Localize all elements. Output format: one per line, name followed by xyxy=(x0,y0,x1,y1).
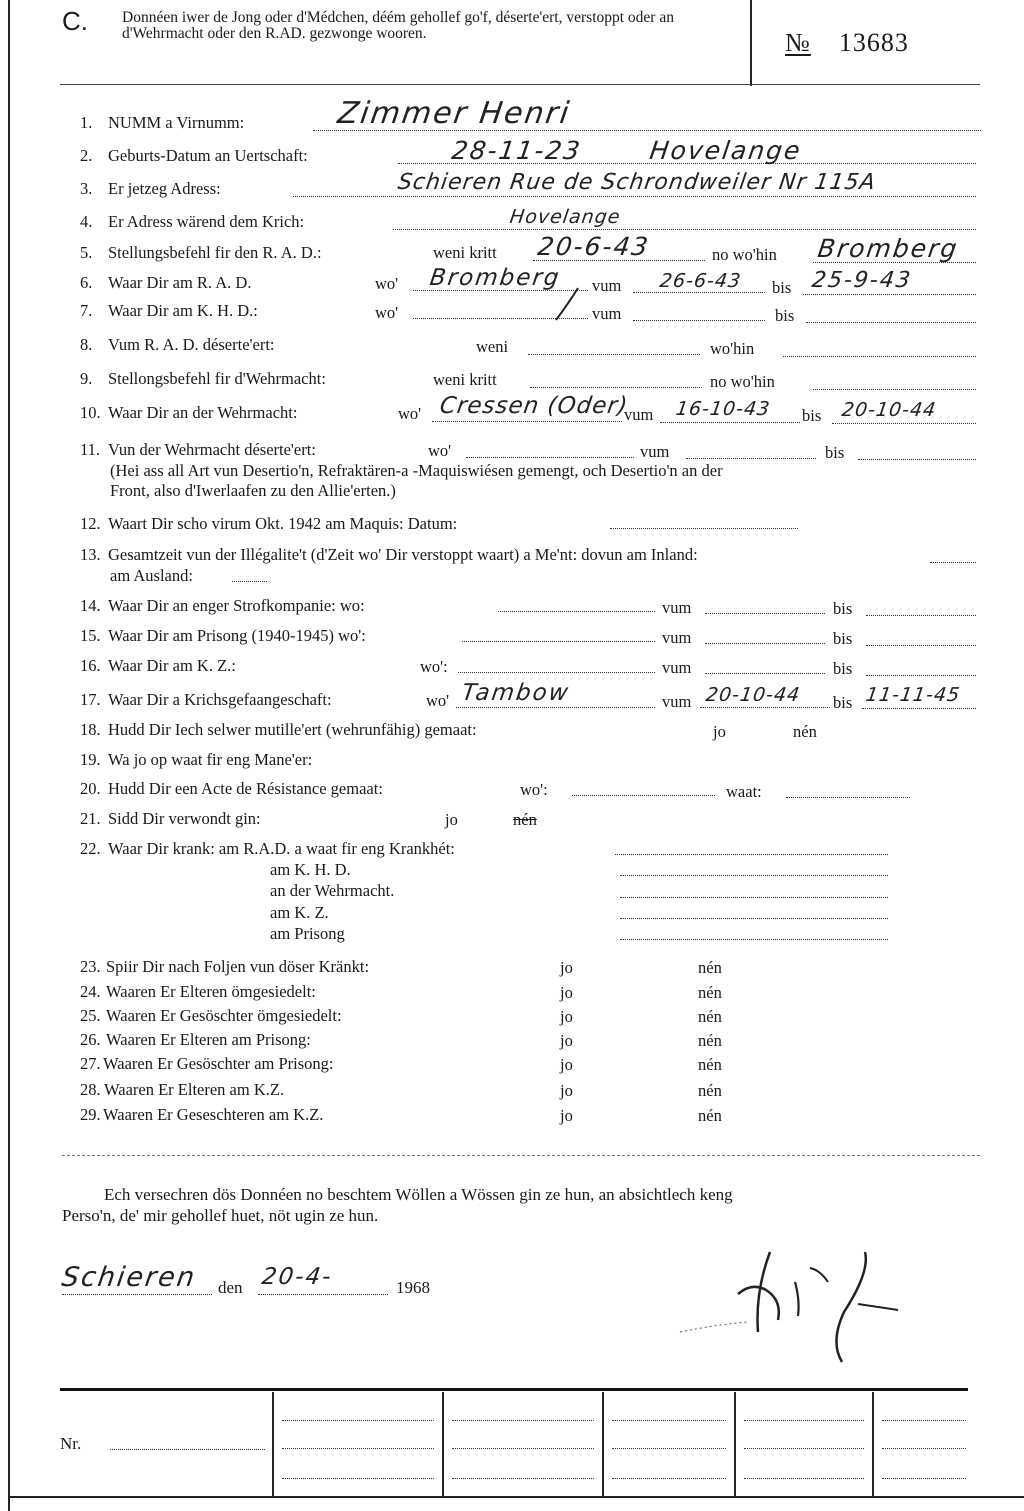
line-17-field-c xyxy=(862,708,976,709)
line-11-note-1: (Hei ass all Art vun Desertio'n, Refraktären-a -Maquiswiésen gemengt, och Desertio'n an der xyxy=(110,461,723,480)
line-4-label: Er Adress wärend dem Krich: xyxy=(108,212,305,231)
declaration-line-2: Perso'n, de' mir gehollef huet, nöt ugin ze hun. xyxy=(62,1206,379,1225)
line-21-num: 21. xyxy=(80,809,101,828)
line-15-field-c xyxy=(866,645,976,646)
line-22-field-1 xyxy=(620,875,888,876)
table-col-3-line-1 xyxy=(452,1420,594,1421)
hw-rad-order-place: Bromberg xyxy=(815,234,961,263)
line-17-label: Waar Dir a Krichsgefaangeschaft: xyxy=(108,690,332,709)
line-22-sub-3: am K. Z. xyxy=(270,903,329,922)
table-col-3-line-3 xyxy=(452,1478,594,1479)
line-18-b: nén xyxy=(793,722,817,741)
line-8-field-a xyxy=(528,354,700,355)
form-number-value: 13683 xyxy=(838,28,909,57)
page-border-bottom xyxy=(8,1496,1024,1498)
line-11-field-c xyxy=(858,459,976,460)
header-divider xyxy=(750,0,752,86)
line-17-b: vum xyxy=(662,692,692,711)
line-7-label: Waar Dir am K. H. D.: xyxy=(108,301,258,320)
line-1-num: 1. xyxy=(80,113,93,132)
line-5-a: weni kritt xyxy=(433,243,497,262)
line-3-num: 3. xyxy=(80,179,93,198)
line-5-num: 5. xyxy=(80,243,93,262)
line-17-field-a xyxy=(456,707,655,708)
line-28-label: Waaren Er Elteren am K.Z. xyxy=(104,1080,285,1099)
line-6-a: wo' xyxy=(375,274,399,293)
table-col-4-line-3 xyxy=(612,1478,726,1479)
line-24-num: 24. xyxy=(80,982,101,1001)
hw-birth-date: 28-11-23 xyxy=(449,136,584,165)
line-17-c: bis xyxy=(833,693,853,712)
line-9-num: 9. xyxy=(80,369,93,388)
line-9-a: weni kritt xyxy=(433,370,497,389)
table-col-5-line-2 xyxy=(744,1448,864,1449)
line-16-field-c xyxy=(866,675,976,676)
line-24-label: Waaren Er Elteren ömgesiedelt: xyxy=(106,982,316,1001)
line-29-num: 29. xyxy=(80,1105,101,1124)
hw-name: Zimmer Henri xyxy=(335,96,573,131)
line-19-label: Wa jo op waat fir eng Mane'er: xyxy=(108,750,313,769)
line-16-field-a xyxy=(458,672,655,673)
line-29-label: Waaren Er Geseschteren am K.Z. xyxy=(103,1105,324,1124)
line-20-a: wo': xyxy=(520,780,548,799)
line-13-sub: am Ausland: xyxy=(110,566,193,585)
line-22-field-4 xyxy=(620,939,888,940)
line-28-num: 28. xyxy=(80,1080,101,1099)
line-10-a: wo' xyxy=(398,404,422,423)
line-27-b: nén xyxy=(698,1055,722,1074)
line-22-field-0 xyxy=(615,854,888,855)
section-rule xyxy=(62,1155,980,1156)
table-col-4-line-1 xyxy=(612,1420,726,1421)
table-divider-3 xyxy=(602,1392,604,1496)
hw-pow-where: Tambow xyxy=(460,680,572,706)
line-6-field-b xyxy=(633,292,765,293)
line-22-label: Waar Dir krank: am R.A.D. a waat fir eng Krankhét: xyxy=(108,839,455,858)
line-23-label: Spiir Dir nach Foljen vun döser Kränkt: xyxy=(106,957,370,976)
line-26-label: Waaren Er Elteren am Prisong: xyxy=(106,1030,311,1049)
line-27-num: 27. xyxy=(80,1054,101,1073)
hw-wm-to: 20-10-44 xyxy=(840,399,938,421)
line-10-field-b xyxy=(660,422,800,423)
line-20-num: 20. xyxy=(80,779,101,798)
line-10-c: bis xyxy=(802,406,822,425)
line-14-field-a xyxy=(498,611,655,612)
line-7-field-b xyxy=(633,320,765,321)
form-number xyxy=(785,28,909,58)
line-15-b: vum xyxy=(662,628,692,647)
line-22-field-2 xyxy=(620,897,888,898)
line-7-num: 7. xyxy=(80,301,93,320)
hw-wm-from: 16-10-43 xyxy=(674,398,772,420)
line-23-num: 23. xyxy=(80,957,101,976)
line-25-label: Waaren Er Gesöschter ömgesiedelt: xyxy=(106,1006,342,1025)
table-col-2-line-3 xyxy=(282,1478,434,1479)
line-7-c: bis xyxy=(775,306,795,325)
hw-rad-from: 26-6-43 xyxy=(658,270,743,292)
hw-rad-where: Bromberg xyxy=(428,265,563,291)
line-8-num: 8. xyxy=(80,335,93,354)
line-15-field-a xyxy=(462,641,655,642)
date-field xyxy=(258,1294,388,1295)
line-15-label: Waar Dir am Prisong (1940-1945) wo': xyxy=(108,626,366,645)
line-11-note-2: Front, also d'Iwerlaafen zu den Allie'erten.) xyxy=(110,481,396,500)
table-col-3-line-2 xyxy=(452,1448,594,1449)
line-22-sub-1: am K. H. D. xyxy=(270,860,351,879)
line-28-a: jo xyxy=(560,1081,573,1100)
line-20-b: waat: xyxy=(726,782,762,801)
line-8-a: weni xyxy=(476,337,509,356)
line-14-label: Waar Dir an enger Strofkompanie: wo: xyxy=(108,596,365,615)
line-11-field-a xyxy=(466,457,634,458)
line-16-c: bis xyxy=(833,659,853,678)
line-24-a: jo xyxy=(560,983,573,1002)
nr-field xyxy=(110,1449,265,1450)
line-15-field-b xyxy=(705,643,825,644)
line-11-c: bis xyxy=(825,443,845,462)
line-4-field xyxy=(393,229,976,230)
table-col-6-line-2 xyxy=(882,1448,966,1449)
line-14-num: 14. xyxy=(80,596,101,615)
line-20-field-a xyxy=(572,795,715,796)
signature xyxy=(660,1212,920,1372)
line-15-num: 15. xyxy=(80,626,101,645)
line-16-num: 16. xyxy=(80,656,101,675)
line-13-label: Gesamtzeit vun der Illégalite't (d'Zeit wo' Dir verstoppt waart) a Me'nt: dovun am Inland: xyxy=(108,545,698,564)
line-14-field-c xyxy=(866,615,976,616)
line-11-field-b xyxy=(686,458,816,459)
line-3-field xyxy=(293,196,976,197)
nr-label: Nr. xyxy=(60,1434,82,1453)
line-22-sub-2: an der Wehrmacht. xyxy=(270,881,395,900)
line-6-field-c xyxy=(803,294,976,295)
line-26-a: jo xyxy=(560,1031,573,1050)
line-2-num: 2. xyxy=(80,146,93,165)
line-10-field-a xyxy=(432,421,622,422)
line-25-num: 25. xyxy=(80,1006,101,1025)
header-rule xyxy=(60,84,980,85)
line-7-pen-stroke xyxy=(548,284,588,324)
line-17-num: 17. xyxy=(80,690,101,709)
line-11-label: Vun der Wehrmacht déserte'ert: xyxy=(108,440,316,459)
line-28-b: nén xyxy=(698,1081,722,1100)
line-3-label: Er jetzeg Adress: xyxy=(108,179,221,198)
hw-rad-to: 25-9-43 xyxy=(810,268,914,293)
hw-wm-where: Cressen (Oder) xyxy=(438,393,630,419)
page-border-left xyxy=(8,0,10,1511)
table-col-2-line-2 xyxy=(282,1448,434,1449)
table-col-4-line-2 xyxy=(612,1448,726,1449)
hw-pow-from: 20-10-44 xyxy=(704,684,802,706)
line-6-b: vum xyxy=(592,276,622,295)
line-13-num: 13. xyxy=(80,545,101,564)
hw-birth-place: Hovelange xyxy=(647,136,804,165)
line-10-b: vum xyxy=(624,405,654,424)
table-col-6-line-3 xyxy=(882,1478,966,1479)
year-label: 1968 xyxy=(396,1278,430,1297)
line-11-a: wo' xyxy=(428,441,452,460)
line-4-num: 4. xyxy=(80,212,93,231)
line-21-a: jo xyxy=(445,810,458,829)
hw-rad-order-date: 20-6-43 xyxy=(535,232,652,261)
bottom-table xyxy=(60,1388,968,1491)
line-23-a: jo xyxy=(560,958,573,977)
line-29-b: nén xyxy=(698,1106,722,1125)
line-22-sub-4: am Prisong xyxy=(270,924,345,943)
line-18-a: jo xyxy=(713,722,726,741)
line-13-field-inland xyxy=(930,562,976,563)
table-divider-4 xyxy=(734,1392,736,1496)
line-22-num: 22. xyxy=(80,839,101,858)
line-9-b: no wo'hin xyxy=(710,372,775,391)
line-22-field-3 xyxy=(620,918,888,919)
line-19-num: 19. xyxy=(80,750,101,769)
line-27-label: Waaren Er Gesöschter am Prisong: xyxy=(103,1054,334,1073)
line-2-label: Geburts-Datum an Uertschaft: xyxy=(108,146,308,165)
line-12-label: Waart Dir scho virum Okt. 1942 am Maquis: Datum: xyxy=(108,514,458,533)
line-10-label: Waar Dir an der Wehrmacht: xyxy=(108,403,298,422)
line-18-label: Hudd Dir Iech selwer mutille'ert (wehrunfähig) gemaat: xyxy=(108,720,477,739)
line-7-field-c xyxy=(806,322,976,323)
line-11-b: vum xyxy=(640,442,670,461)
line-26-b: nén xyxy=(698,1031,722,1050)
line-6-c: bis xyxy=(772,278,792,297)
line-10-field-c xyxy=(832,423,976,424)
line-20-field-b xyxy=(786,797,910,798)
line-16-a: wo': xyxy=(420,657,448,676)
line-27-a: jo xyxy=(560,1055,573,1074)
line-9-field-a xyxy=(530,387,702,388)
line-6-num: 6. xyxy=(80,273,93,292)
line-6-label: Waar Dir am R. A. D. xyxy=(108,273,252,292)
line-26-num: 26. xyxy=(80,1030,101,1049)
number-symbol: № xyxy=(785,28,811,57)
line-15-c: bis xyxy=(833,629,853,648)
place-field xyxy=(62,1294,212,1295)
line-18-num: 18. xyxy=(80,720,101,739)
line-25-a: jo xyxy=(560,1007,573,1026)
line-5-label: Stellungsbefehl fir den R. A. D.: xyxy=(108,243,322,262)
header-letter: C. xyxy=(62,6,88,36)
line-12-field xyxy=(610,528,798,529)
header-text: Donnéen iwer de Jong oder d'Médchen, déém gehollef go'f, déserte'ert, verstoppt oder an d'Wehrmacht oder den R.AD. gezwonge wooren. xyxy=(122,9,674,42)
line-8-b: wo'hin xyxy=(710,339,755,358)
table-col-5-line-1 xyxy=(744,1420,864,1421)
table-divider-2 xyxy=(442,1392,444,1496)
line-29-a: jo xyxy=(560,1106,573,1125)
line-7-a: wo' xyxy=(375,303,399,322)
line-24-b: nén xyxy=(698,983,722,1002)
hw-pow-to: 11-11-45 xyxy=(864,684,962,706)
line-11-num: 11. xyxy=(80,440,101,459)
line-16-label: Waar Dir am K. Z.: xyxy=(108,656,236,675)
line-21-label: Sidd Dir verwondt gin: xyxy=(108,809,261,828)
hw-war-address: Hovelange xyxy=(508,206,623,228)
line-9-field-b xyxy=(813,389,976,390)
line-16-field-b xyxy=(705,673,825,674)
line-17-field-b xyxy=(700,707,830,708)
line-12-num: 12. xyxy=(80,514,101,533)
line-13-field-ausland xyxy=(232,581,267,582)
table-col-2-line-1 xyxy=(282,1420,434,1421)
table-divider-1 xyxy=(272,1392,274,1496)
table-divider-5 xyxy=(872,1392,874,1496)
hw-date: 20-4- xyxy=(260,1264,335,1290)
hw-address: Schieren Rue de Schrondweiler Nr 115A xyxy=(396,170,878,195)
line-5-b: no wo'hin xyxy=(712,245,777,264)
line-14-field-b xyxy=(705,613,825,614)
line-7-b: vum xyxy=(592,304,622,323)
line-14-c: bis xyxy=(833,599,853,618)
line-9-label: Stellongsbefehl fir d'Wehrmacht: xyxy=(108,369,326,388)
table-col-6-line-1 xyxy=(882,1420,966,1421)
declaration-line-1: Ech versechren dös Donnéen no beschtem Wöllen a Wössen gin ze hun, an absichtlech keng xyxy=(104,1185,733,1204)
line-16-b: vum xyxy=(662,658,692,677)
den-label: den xyxy=(218,1278,243,1297)
line-8-field-b xyxy=(783,356,976,357)
line-25-b: nén xyxy=(698,1007,722,1026)
line-21-b: nén xyxy=(513,810,537,829)
line-17-a: wo' xyxy=(426,691,450,710)
hw-place: Schieren xyxy=(59,1262,199,1293)
table-col-5-line-3 xyxy=(744,1478,864,1479)
line-23-b: nén xyxy=(698,958,722,977)
line-8-label: Vum R. A. D. déserte'ert: xyxy=(108,335,275,354)
line-20-label: Hudd Dir een Acte de Résistance gemaat: xyxy=(108,779,383,798)
line-1-label: NUMM a Virnumm: xyxy=(108,113,245,132)
line-14-b: vum xyxy=(662,598,692,617)
line-10-num: 10. xyxy=(80,403,101,422)
